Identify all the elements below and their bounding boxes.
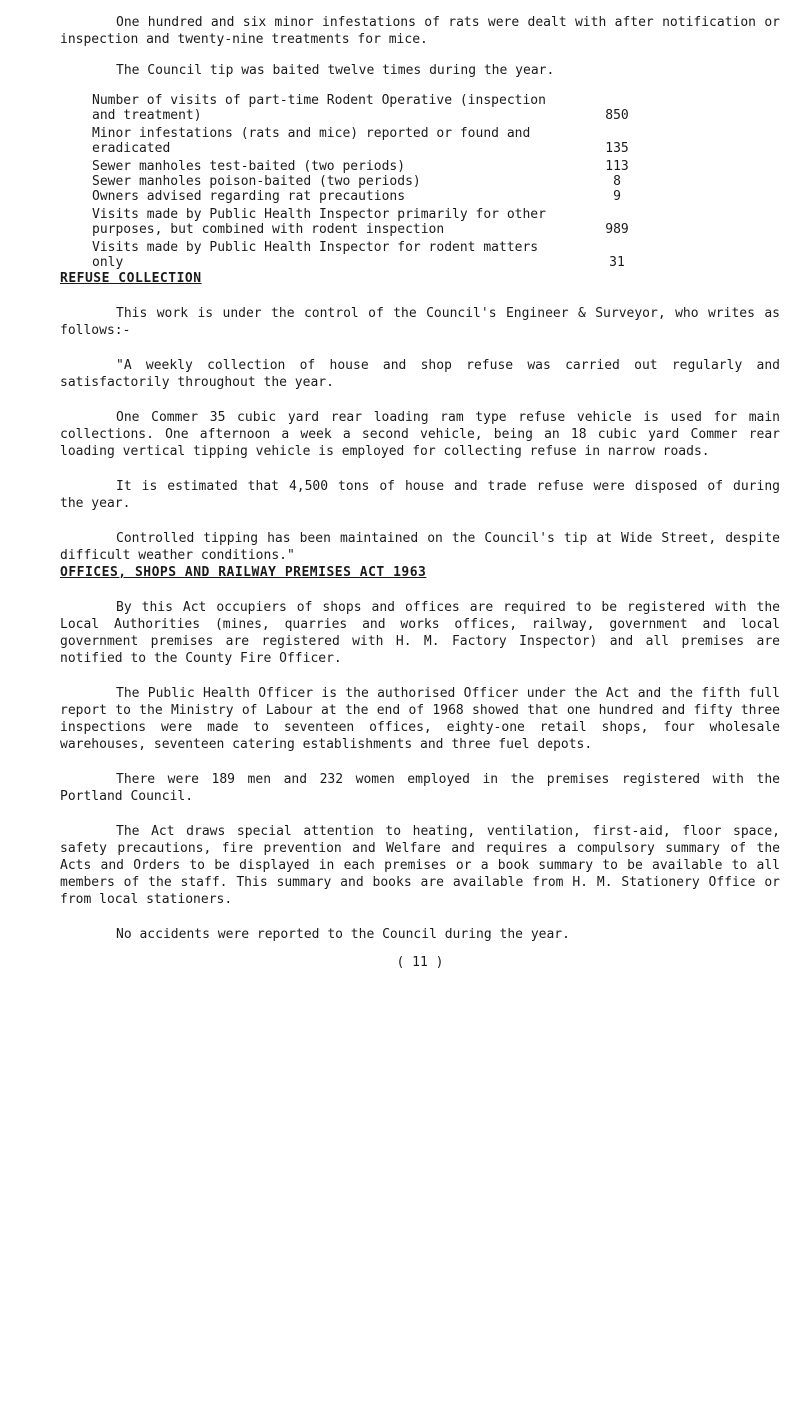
offices-para-5: No accidents were reported to the Council during the year. — [116, 927, 570, 942]
rodent-intro: One hundred and six minor infestations of rats were dealt with after notification or inspection and twenty-nine treatments for mice. — [60, 15, 780, 47]
stats-label: Owners advised regarding rat precautions — [92, 189, 406, 204]
stats-row — [92, 237, 672, 270]
offices-heading: OFFICES, SHOPS AND RAILWAY PREMISES ACT 1963 — [60, 565, 427, 580]
document-page — [60, 14, 780, 970]
stats-label: Sewer manholes test-baited (two periods) — [92, 159, 406, 174]
stats-row — [92, 204, 672, 237]
tip-baiting: The Council tip was baited twelve times during the year. — [116, 63, 555, 78]
stats-value: 31 — [609, 255, 625, 270]
stats-row — [92, 123, 672, 156]
stats-label: Sewer manholes poison-baited (two periods) — [92, 174, 421, 189]
stats-row — [92, 93, 672, 123]
stats-label: Visits made by Public Health Inspector for rodent matters only — [92, 240, 539, 270]
offices-para-2: The Public Health Officer is the authorised Officer under the Act and the fifth full report to the Ministry of Labour at the end of 1968 showed that one hundred and fifty three inspections were made to seventeen offices, eighty-one retail shops, four wholesale warehouses, seventeen catering establishments and three fuel depots. — [60, 686, 780, 752]
stats-value: 9 — [613, 189, 621, 204]
offices-para-1: By this Act occupiers of shops and offices are required to be registered with the Local Authorities (mines, quarries and works offices, railway, government and local government premises are registered with H. M. Factory Inspector) and all premises are notified to the County Fire Officer. — [60, 600, 780, 666]
refuse-heading: REFUSE COLLECTION — [60, 271, 202, 286]
rodent-stats-table — [92, 93, 672, 270]
page-number-text: ( 11 ) — [396, 955, 444, 970]
page-number — [60, 955, 780, 970]
refuse-para-1: This work is under the control of the Council's Engineer & Surveyor, who writes as follows:- — [60, 306, 780, 338]
stats-label: Minor infestations (rats and mice) reported or found and eradicated — [92, 126, 531, 156]
stats-value: 113 — [605, 159, 629, 174]
stats-value: 8 — [613, 174, 621, 189]
refuse-para-2: "A weekly collection of house and shop refuse was carried out regularly and satisfactorily throughout the year. — [60, 358, 780, 390]
stats-row — [92, 156, 672, 174]
stats-label: Visits made by Public Health Inspector primarily for other purposes, but combined with rodent inspection — [92, 207, 546, 237]
stats-row — [92, 189, 672, 204]
refuse-para-5: Controlled tipping has been maintained on the Council's tip at Wide Street, despite difficult weather conditions." — [60, 531, 780, 563]
stats-label: Number of visits of part-time Rodent Operative (inspection and treatment) — [92, 93, 546, 123]
stats-value: 850 — [605, 108, 629, 123]
offices-para-4: The Act draws special attention to heating, ventilation, first-aid, floor space, safety precautions, fire prevention and Welfare and requires a compulsory summary of the Acts and Orders to be displayed in each premises or a book summary to be available to all members of the staff. This summary and books are available from H. M. Stationery Office or from local stationers. — [60, 824, 780, 907]
stats-value: 135 — [605, 141, 629, 156]
offices-para-3: There were 189 men and 232 women employed in the premises registered with the Portland Council. — [60, 772, 780, 804]
refuse-para-4: It is estimated that 4,500 tons of house and trade refuse were disposed of during the year. — [60, 479, 780, 511]
stats-row — [92, 174, 672, 189]
stats-value: 989 — [605, 222, 629, 237]
refuse-para-3: One Commer 35 cubic yard rear loading ram type refuse vehicle is used for main collections. One afternoon a week a second vehicle, being an 18 cubic yard Commer rear loading vertical tipping vehicle is employed for collecting refuse in narrow roads. — [60, 410, 780, 459]
